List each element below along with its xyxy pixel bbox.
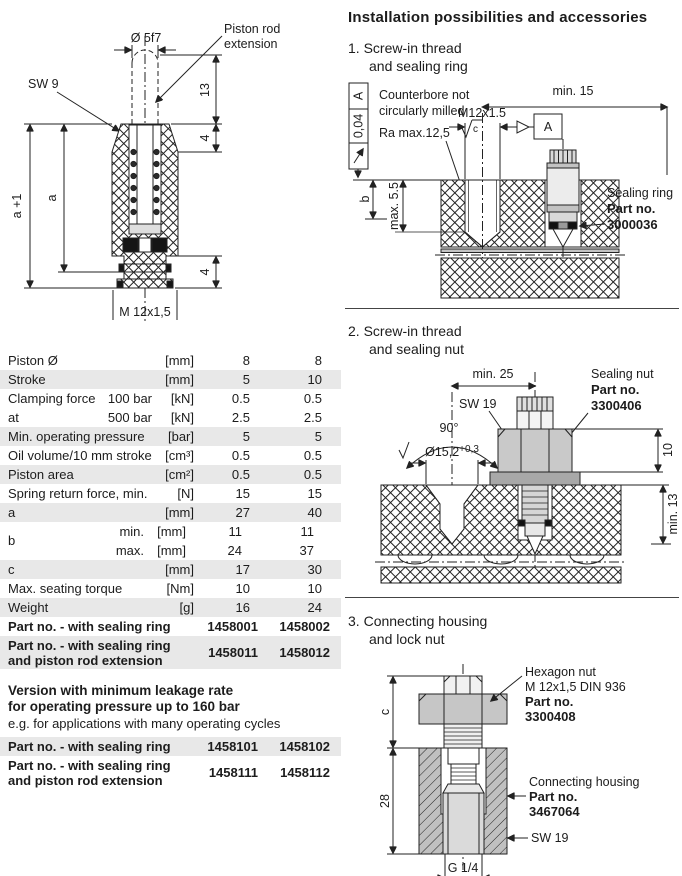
dim-b-label: b xyxy=(358,195,372,203)
row-value-2: 11 xyxy=(300,524,314,539)
row-unit: [mm] xyxy=(165,505,194,520)
height-10-dimension xyxy=(572,429,663,472)
part-row-label-line1: Part no. - with sealing ring xyxy=(8,637,171,653)
row-value-2: 37 xyxy=(299,543,314,558)
row-label: Clamping force xyxy=(8,391,96,406)
surface-finish-icon xyxy=(399,442,409,458)
threaded-collar xyxy=(444,724,482,748)
counterbore-note-line1: Counterbore not xyxy=(379,88,470,102)
table-row xyxy=(0,484,341,503)
row-label: Piston area xyxy=(8,467,74,482)
section-title-line1: Connecting housing xyxy=(363,613,488,629)
sealing-nut-callout-line1: Sealing nut xyxy=(591,367,654,381)
dim-min25-label: min. 25 xyxy=(472,367,514,381)
subrow-label: max. xyxy=(115,543,144,558)
g14-label: G 1/4 xyxy=(447,861,479,875)
part-number-2: 1458002 xyxy=(279,619,330,634)
table-row xyxy=(0,427,341,446)
sw19-label: SW 19 xyxy=(459,397,497,411)
slab-bottom-notches xyxy=(398,555,604,564)
datum-box-label: A xyxy=(543,120,553,134)
countersink-dia-label: $Ø15,2^{+0,3}$ xyxy=(425,444,479,459)
table-row xyxy=(0,370,341,389)
version-heading-line1: Version with minimum leakage rate xyxy=(8,683,234,698)
section2-geometry xyxy=(375,367,680,583)
lower-slab xyxy=(441,258,619,298)
housing-callout-line3: 3467064 xyxy=(529,804,580,819)
dim-a1-label: a +1 xyxy=(10,193,24,219)
row-value-1: 10 xyxy=(235,581,250,596)
row-value-1: 2.5 xyxy=(231,410,250,425)
sealing-ring-callout-line1: Sealing ring xyxy=(607,186,674,200)
roughness-label: Ra max.12,5 xyxy=(379,126,450,140)
row-unit: [cm³] xyxy=(165,448,194,463)
row-value-2: 10 xyxy=(307,372,322,387)
row-label: Min. operating pressure xyxy=(8,429,145,444)
row-value-2: 8 xyxy=(314,353,322,368)
section-title-line1: Screw-in thread xyxy=(363,323,462,339)
part-number-1: 1458111 xyxy=(208,765,258,780)
table-row xyxy=(0,579,341,598)
row-value-1: 11 xyxy=(228,524,242,539)
datum-triangle-icon xyxy=(517,121,529,133)
part-number-row xyxy=(0,756,341,789)
table-row xyxy=(0,503,341,522)
rod-callout-line1: Piston rod xyxy=(224,22,281,36)
table-row xyxy=(0,598,341,617)
dim-min13-label: min. 13 xyxy=(666,493,680,535)
min13-dimension xyxy=(621,485,671,544)
section3-geometry xyxy=(378,664,640,876)
nut-washer xyxy=(490,472,580,485)
row-value-2: 2.5 xyxy=(303,410,322,425)
stud-top xyxy=(444,676,482,694)
row-value-2: 30 xyxy=(307,562,322,577)
row-label: Piston Ø xyxy=(8,353,58,368)
section-title-line2: and sealing ring xyxy=(369,58,468,74)
thread-label: M 12x1,5 xyxy=(119,305,171,319)
row-value-2: 0.5 xyxy=(303,448,322,463)
version-heading-line2: for operating pressure up to 160 bar xyxy=(8,699,240,714)
row-value-2: 10 xyxy=(307,581,322,596)
table-row xyxy=(0,389,341,408)
dim-min15-label: min. 15 xyxy=(552,84,594,98)
surface-finish-letter: c xyxy=(473,124,478,135)
dim-c-label: c xyxy=(378,708,392,716)
row-unit: [mm] xyxy=(157,524,186,539)
row-value-1: 16 xyxy=(235,600,250,615)
counterbore-note-line2: circularly milled xyxy=(379,104,465,118)
section-title-line2: and sealing nut xyxy=(369,341,464,357)
row-label-2: 100 bar xyxy=(107,391,152,406)
row-label-2: 500 bar xyxy=(107,410,152,425)
row-label-b: b xyxy=(8,533,16,548)
spec-table xyxy=(0,351,341,669)
housing-callout-line1: Connecting housing xyxy=(529,775,640,789)
section-title-line1: Screw-in thread xyxy=(363,40,462,56)
row-value-2: 40 xyxy=(307,505,322,520)
row-value-1: 0.5 xyxy=(231,391,250,406)
left-dimensions xyxy=(24,124,119,288)
row-value-2: 5 xyxy=(314,429,322,444)
fcf-datum-label: A xyxy=(351,91,366,101)
section-2-heading xyxy=(348,322,682,358)
row-label: Spring return force, min. xyxy=(8,486,148,501)
dim-13-label: 13 xyxy=(198,83,212,97)
hexagon-nut-callout-line4: 3300408 xyxy=(525,709,576,724)
hex-nut xyxy=(498,429,572,472)
table-row xyxy=(0,351,341,370)
connecting-housing-body xyxy=(419,748,507,854)
table-row xyxy=(0,560,341,579)
sw9-leader xyxy=(57,92,119,131)
row-unit: [bar] xyxy=(167,429,194,444)
row-value-1: 15 xyxy=(235,486,250,501)
row-value-1: 24 xyxy=(227,543,242,558)
row-value-1: 8 xyxy=(242,353,250,368)
row-unit: [mm] xyxy=(165,562,194,577)
dim-4-top-label: 4 xyxy=(198,134,212,142)
sealing-nut-callout-line2: Part no. xyxy=(591,382,640,397)
leakage-version-block xyxy=(0,683,341,789)
row-unit: [mm] xyxy=(165,353,194,368)
screw-in-thread-sealing-ring-drawing xyxy=(341,79,682,301)
row-value-1: 17 xyxy=(235,562,250,577)
left-column xyxy=(0,0,341,789)
table-subrow xyxy=(38,541,341,560)
row-value-1: 0.5 xyxy=(231,448,250,463)
fcf-tolerance-label: 0,04 xyxy=(351,113,366,139)
table-row xyxy=(0,408,341,427)
table-subrow xyxy=(38,522,341,541)
table-row xyxy=(0,465,341,484)
thread-label: M12x1.5 xyxy=(458,106,506,120)
rod-callout-leader xyxy=(156,36,222,102)
housing-callout-line2: Part no. xyxy=(529,789,578,804)
screw-in-thread-sealing-nut-drawing xyxy=(341,364,682,590)
part-row-label: Part no. - with sealing ring xyxy=(8,619,171,634)
version-heading xyxy=(8,683,341,715)
dim-4-bottom-label: 4 xyxy=(198,268,212,276)
row-value-2: 0.5 xyxy=(303,391,322,406)
section-title-line2: and lock nut xyxy=(369,631,445,647)
row-unit: [g] xyxy=(179,600,194,615)
row-value-1: 5 xyxy=(242,429,250,444)
part-row-label: Part no. - with sealing ring xyxy=(8,739,171,754)
hexagon-nut-callout-line2: M 12x1,5 DIN 936 xyxy=(525,680,626,694)
table-row-b-group xyxy=(0,522,341,560)
row-unit: [kN] xyxy=(170,391,194,406)
part-number-1: 1458101 xyxy=(207,739,258,754)
row-value-2: 0.5 xyxy=(303,467,322,482)
part-number-1: 1458001 xyxy=(207,619,258,634)
row-value-1: 5 xyxy=(242,372,250,387)
piston-drawing-geometry xyxy=(10,22,280,324)
row-label: a xyxy=(8,505,16,520)
base-slab xyxy=(381,485,621,555)
part-row-label-line2: and piston rod extension xyxy=(8,652,163,668)
row-label: at xyxy=(8,410,19,425)
part-number-2: 1458012 xyxy=(279,645,330,660)
hexagon-nut-callout-line3: Part no. xyxy=(525,694,574,709)
part-number-row xyxy=(0,636,341,669)
section-number: 3. xyxy=(348,613,360,629)
part-number-row xyxy=(0,617,341,636)
page-title: Installation possibilities and accessories xyxy=(348,9,648,26)
angle-label: 90° xyxy=(439,421,459,435)
row-value-1: 0.5 xyxy=(231,467,250,482)
hexagon-nut-callout-line1: Hexagon nut xyxy=(525,665,596,679)
dim-28-label: 28 xyxy=(378,794,392,808)
section-3-heading xyxy=(348,612,682,648)
row-unit: [N] xyxy=(177,486,194,501)
row-unit: [Nm] xyxy=(166,581,194,596)
row-value-1: 27 xyxy=(235,505,250,520)
part-number-row xyxy=(0,737,341,756)
row-unit: [mm] xyxy=(157,543,186,558)
piston-technical-drawing xyxy=(0,0,341,346)
row-value-2: 24 xyxy=(307,600,322,615)
part-number-2: 1458102 xyxy=(279,739,330,754)
dim-10-label: 10 xyxy=(661,443,675,457)
row-value-2: 15 xyxy=(307,486,322,501)
part-number-1: 1458011 xyxy=(208,645,258,660)
section1-geometry xyxy=(349,83,673,298)
dim-a-label: a xyxy=(45,194,59,202)
part-row-label-line2: and piston rod extension xyxy=(8,772,163,788)
sealing-ring-right xyxy=(568,222,577,229)
rod-callout-line2: extension xyxy=(224,37,278,51)
subrow-label: min. xyxy=(119,524,144,539)
part-number-2: 1458112 xyxy=(280,765,330,780)
version-note: e.g. for applications with many operating cycles xyxy=(8,716,281,731)
connecting-housing-drawing xyxy=(341,656,682,876)
section-number: 1. xyxy=(348,40,360,56)
row-label: c xyxy=(8,562,15,577)
section-divider xyxy=(345,308,679,309)
slab-gap-band xyxy=(441,249,619,253)
section-1-heading xyxy=(348,39,682,75)
diameter-label: Ø 5f7 xyxy=(130,31,162,45)
section-number: 2. xyxy=(348,323,360,339)
row-unit: [kN] xyxy=(170,410,194,425)
sealing-ring-callout-line3: 3000036 xyxy=(607,217,658,232)
dim-max55-label: max. 5.5 xyxy=(387,182,401,230)
right-column xyxy=(341,0,682,876)
sw19-label: SW 19 xyxy=(531,831,569,845)
table-row xyxy=(0,446,341,465)
row-label: Max. seating torque xyxy=(8,581,123,596)
part-row-label-line1: Part no. - with sealing ring xyxy=(8,757,171,773)
row-label: Stroke xyxy=(8,372,46,387)
sealing-ring-left xyxy=(549,222,558,229)
sealing-nut-callout-line3: 3300406 xyxy=(591,398,642,413)
row-label: Weight xyxy=(8,600,49,615)
row-unit: [mm] xyxy=(165,372,194,387)
counterpart-layer xyxy=(381,567,621,583)
sw9-label: SW 9 xyxy=(28,77,59,91)
row-label: Oil volume/10 mm stroke xyxy=(8,448,152,463)
section-divider xyxy=(345,597,679,598)
sealing-ring-callout-line2: Part no. xyxy=(607,201,656,216)
row-unit: [cm²] xyxy=(165,467,194,482)
